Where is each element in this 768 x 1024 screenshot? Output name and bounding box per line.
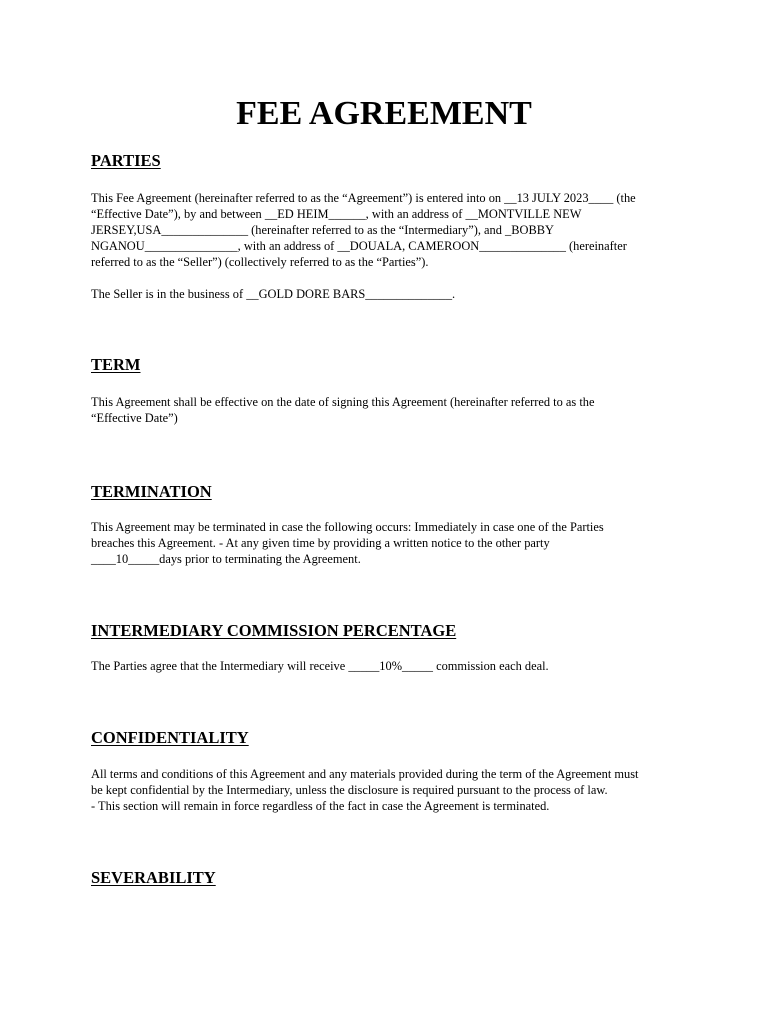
termination-line-1: This Agreement may be terminated in case the following occurs: Immediately in case one of the Parties (91, 520, 604, 534)
parties-line-5: referred to as the “Seller”) (collectively referred to as the “Parties”). (91, 255, 429, 269)
confidentiality-paragraph (91, 766, 691, 814)
parties-line-1: This Fee Agreement (hereinafter referred to as the “Agreement”) is entered into on __13 JULY 2023____ (the (91, 191, 636, 205)
termination-paragraph (91, 519, 691, 567)
term-paragraph (91, 394, 691, 426)
confidentiality-line-2: be kept confidential by the Intermediary, unless the disclosure is required pursuant to the process of law. (91, 783, 608, 797)
confidentiality-line-1: All terms and conditions of this Agreement and any materials provided during the term of the Agreement must (91, 767, 639, 781)
section-heading-commission: INTERMEDIARY COMMISSION PERCENTAGE (91, 621, 457, 640)
parties-line-4: NGANOU_______________, with an address of __DOUALA, CAMEROON______________ (hereinafter (91, 239, 627, 253)
termination-line-3: ____10_____days prior to terminating the Agreement. (91, 552, 361, 566)
commission-paragraph (91, 658, 691, 674)
document-title: FEE AGREEMENT (236, 95, 532, 132)
section-heading-confidentiality: CONFIDENTIALITY (91, 728, 249, 747)
termination-line-2: breaches this Agreement. - At any given time by providing a written notice to the other party (91, 536, 550, 550)
parties-line-2: “Effective Date”), by and between __ED HEIM______, with an address of __MONTVILLE NEW (91, 207, 582, 221)
section-heading-term: TERM (91, 355, 141, 374)
seller-business-paragraph (91, 286, 691, 302)
section-heading-severability: SEVERABILITY (91, 868, 216, 887)
term-line-2: “Effective Date”) (91, 411, 178, 425)
seller-business-line: The Seller is in the business of __GOLD DORE BARS______________. (91, 287, 456, 301)
confidentiality-line-3: - This section will remain in force regardless of the fact in case the Agreement is terminated. (91, 799, 550, 813)
section-heading-parties: PARTIES (91, 151, 161, 170)
parties-line-3: JERSEY,USA______________ (hereinafter referred to as the “Intermediary”), and _BOBBY (91, 223, 554, 237)
commission-line-1: The Parties agree that the Intermediary will receive _____10%_____ commission each deal. (91, 659, 549, 673)
term-line-1: This Agreement shall be effective on the date of signing this Agreement (hereinafter referred to as the (91, 395, 595, 409)
section-heading-termination: TERMINATION (91, 482, 212, 501)
parties-paragraph (91, 190, 691, 270)
